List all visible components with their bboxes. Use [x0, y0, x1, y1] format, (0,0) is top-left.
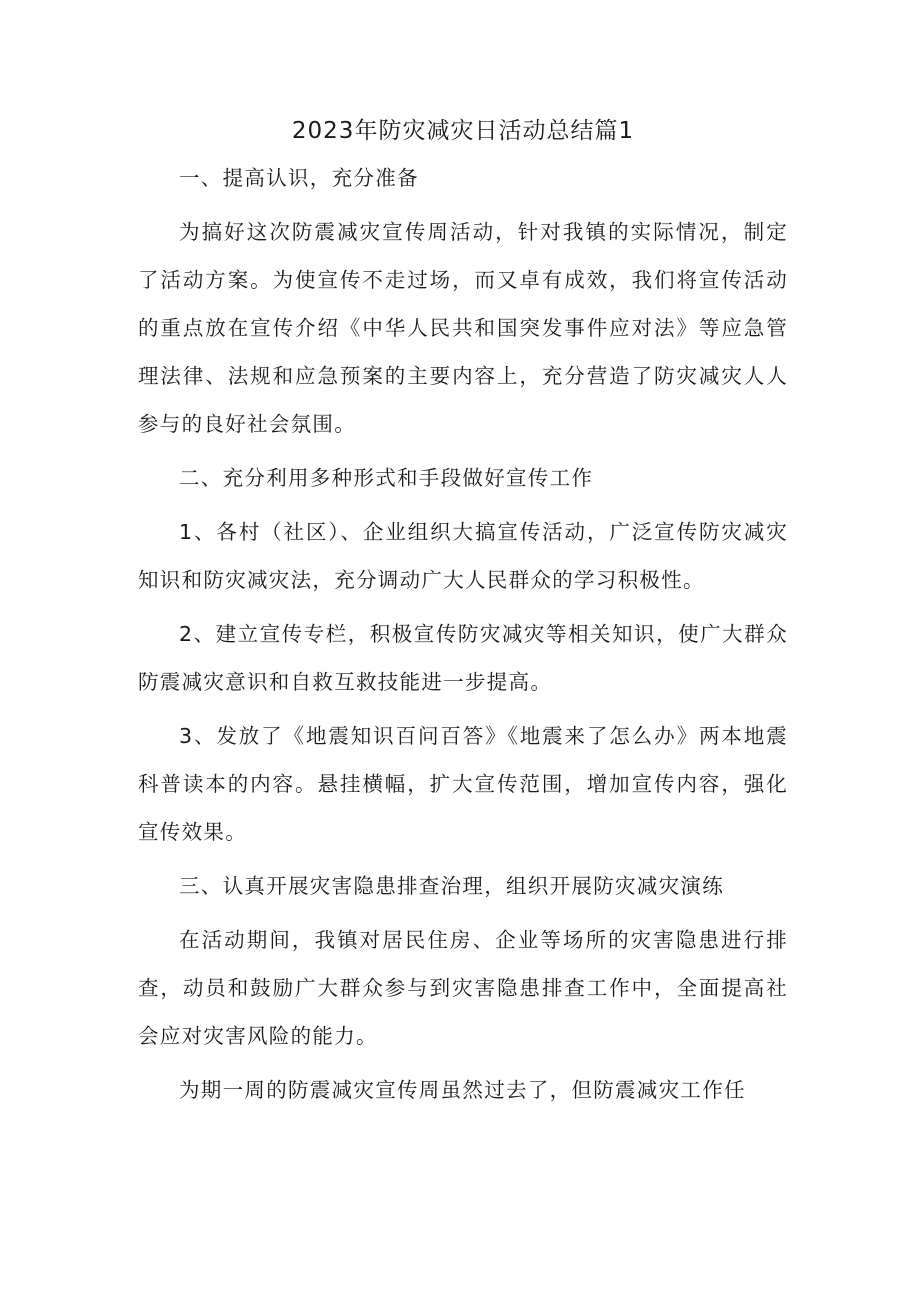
document-body	[138, 108, 788, 1114]
paragraph-closing: 为期一周的防震减灾宣传周虽然过去了，但防震减灾工作任	[179, 1078, 746, 1102]
page-title: 2023年防灾减灾日活动总结篇1	[291, 118, 635, 144]
section-heading-1: 一、提高认识，充分准备	[179, 166, 419, 190]
paragraph-item-3: 3、发放了《地震知识百问百答》《地震来了怎么办》两本地震科普读本的内容。悬挂横幅，扩大宣传范围，增加宣传内容，强化宣传效果。	[138, 724, 788, 844]
paragraph-item-2: 2、建立宣传专栏，积极宣传防灾减灾等相关知识，使广大群众防震减灾意识和自救互救技能进一步提高。	[138, 622, 788, 694]
section-heading-2: 二、充分利用多种形式和手段做好宣传工作	[179, 466, 594, 490]
paragraph-preparation: 为搞好这次防震减灾宣传周活动，针对我镇的实际情况，制定了活动方案。为使宣传不走过场，而又卓有成效，我们将宣传活动的重点放在宣传介绍《中华人民共和国突发事件应对法》等应急管理法律、法规和应急预案的主要内容上，充分营造了防灾减灾人人参与的良好社会氛围。	[138, 220, 788, 436]
paragraph-item-1: 1、各村（社区）、企业组织大搞宣传活动，广泛宣传防灾减灾知识和防灾减灾法，充分调动广大人民群众的学习积极性。	[138, 520, 788, 592]
paragraph-hazard-check: 在活动期间，我镇对居民住房、企业等场所的灾害隐患进行排查，动员和鼓励广大群众参与到灾害隐患排查工作中，全面提高社会应对灾害风险的能力。	[138, 928, 788, 1048]
section-heading-3: 三、认真开展灾害隐患排查治理，组织开展防灾减灾演练	[179, 874, 724, 898]
